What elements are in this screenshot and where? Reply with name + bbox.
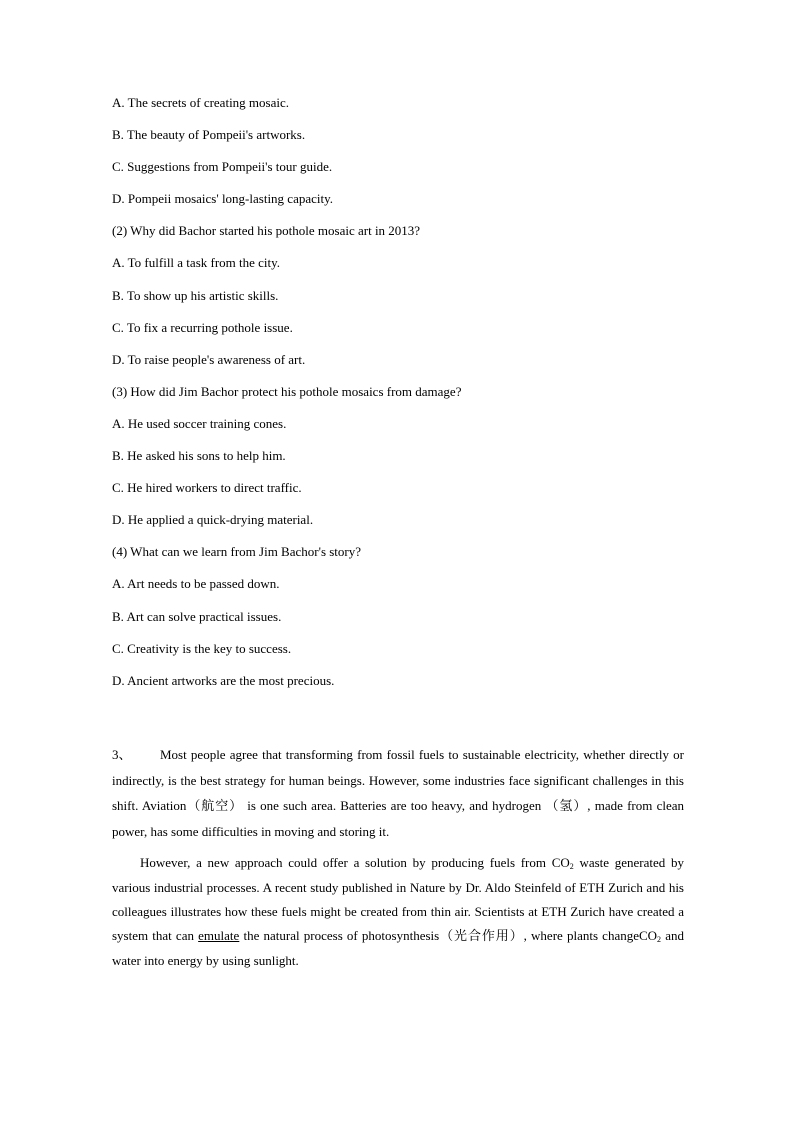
option-line: C. Creativity is the key to success. xyxy=(112,640,292,656)
passage-paragraph-2 xyxy=(112,851,684,972)
paragraph-text: Most people agree that transforming from fossil fuels to sustainable electricity, whether directly or indirectly, is the best strategy for human beings. However, some industries face significant challenges in this shift. Aviation（航空） is one such area. Batteries are too heavy, and hydrogen （氢）, made from clean power, has some difficulties in moving and storing it. xyxy=(112,747,684,839)
passage-number: 3、 xyxy=(112,747,132,762)
reading-passage xyxy=(112,742,684,973)
question-options-block xyxy=(112,93,692,703)
underlined-word: emulate xyxy=(198,928,240,944)
option-line: D. Pompeii mosaics' long-lasting capacity. xyxy=(112,191,334,207)
subscript: 2 xyxy=(569,862,574,872)
paragraph-text: However, a new approach could offer a solution by producing fuels from CO xyxy=(140,855,570,871)
option-line: D. He applied a quick-drying material. xyxy=(112,512,314,528)
question-line: (2) Why did Bachor started his pothole mosaic art in 2013? xyxy=(112,223,421,239)
option-line: C. To fix a recurring pothole issue. xyxy=(112,319,293,335)
option-line: D. To raise people's awareness of art. xyxy=(112,351,306,367)
option-line: A. The secrets of creating mosaic. xyxy=(112,95,289,110)
subscript: 2 xyxy=(657,935,662,945)
passage-paragraph-1 xyxy=(112,742,684,844)
paragraph-text: and water into energy by using sunlight. xyxy=(112,928,684,968)
option-line: A. To fulfill a task from the city. xyxy=(112,255,281,271)
option-line: C. Suggestions from Pompeii's tour guide. xyxy=(112,159,333,175)
option-line: D. Ancient artworks are the most precious. xyxy=(112,672,335,688)
option-line: A. He used soccer training cones. xyxy=(112,415,287,431)
option-line: C. He hired workers to direct traffic. xyxy=(112,480,302,496)
option-line: A. Art needs to be passed down. xyxy=(112,576,280,592)
option-line: B. Art can solve practical issues. xyxy=(112,608,282,624)
option-line: B. To show up his artistic skills. xyxy=(112,287,279,303)
option-line: B. The beauty of Pompeii's artworks. xyxy=(112,127,306,143)
question-line: (3) How did Jim Bachor protect his pothole mosaics from damage? xyxy=(112,383,462,399)
question-line: (4) What can we learn from Jim Bachor's story? xyxy=(112,544,362,560)
paragraph-text: waste generated by various industrial processes. A recent study published in Nature by Dr. Aldo Steinfeld of ETH Zurich and his colleagues illustrates how these fuels might be created from thin air. Scientists at ETH Zurich have created a system that can xyxy=(112,855,684,944)
paragraph-text: the natural process of photosynthesis（光合作用）, where plants changeCO xyxy=(239,928,658,944)
option-line: B. He asked his sons to help him. xyxy=(112,448,286,464)
